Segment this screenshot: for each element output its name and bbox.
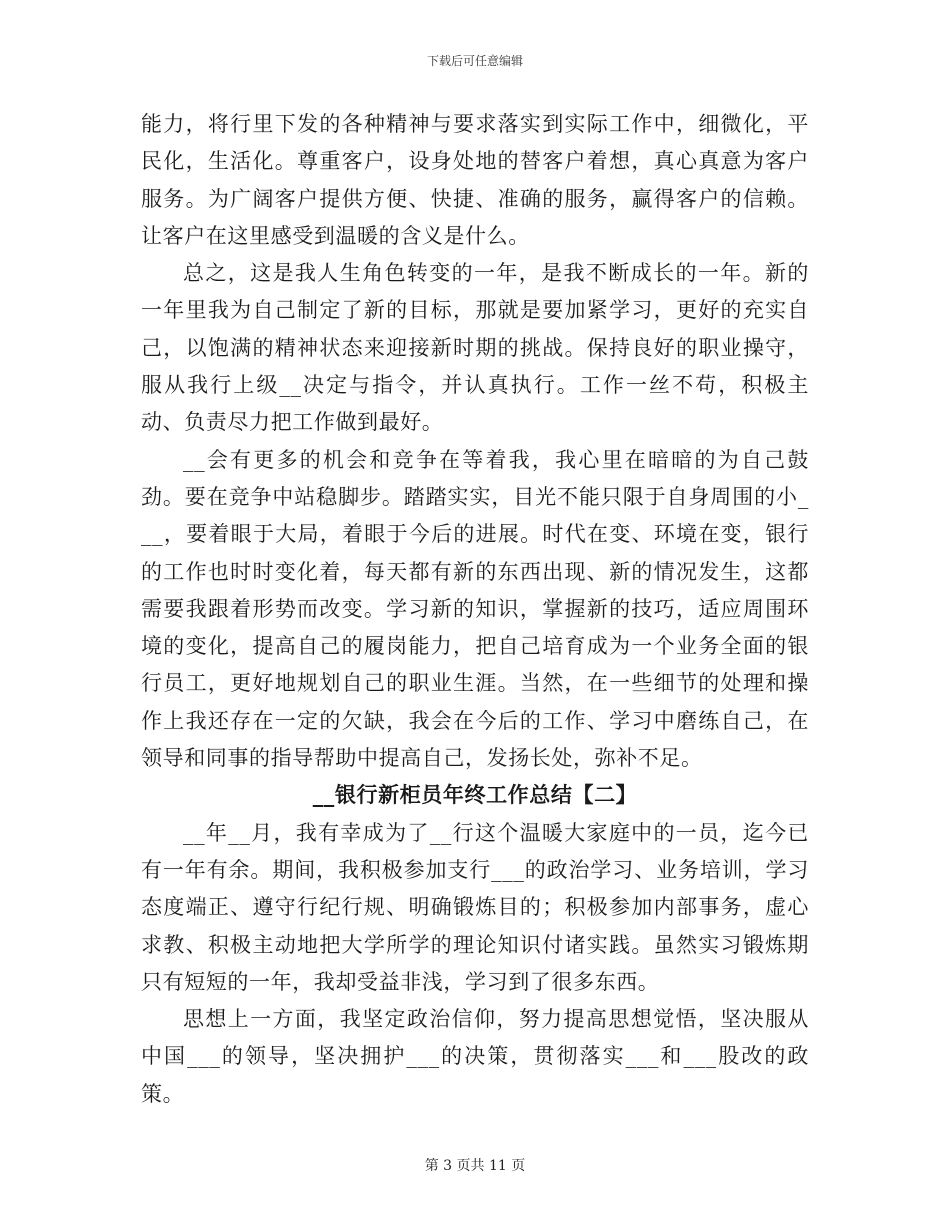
- document-body: [141, 106, 809, 1113]
- paragraph-2: 总之，这是我人生角色转变的一年，是我不断成长的一年。新的一年里我为自己制定了新的目标，那就是要加紧学习，更好的充实自己，以饱满的精神状态来迎接新时期的挑战。保持良好的职业操守，服从我行上级__决定与指令，并认真执行。工作一丝不苟，积极主动、负责尽力把工作做到最好。: [141, 261, 809, 435]
- section-title: __银行新柜员年终工作总结【二】: [312, 783, 638, 808]
- paragraph-3: __会有更多的机会和竞争在等着我，我心里在暗暗的为自己鼓劲。要在竞争中站稳脚步。踏踏实实，目光不能只限于自身周围的小___，要着眼于大局，着眼于今后的进展。时代在变、环境在变，银行的工作也时时变化着，每天都有新的东西出现、新的情况发生，这都需要我跟着形势而改变。学习新的知识，掌握新的技巧，适应周围环境的变化，提高自己的履岗能力，把自己培育成为一个业务全面的银行员工，更好地规划自己的职业生涯。当然，在一些细节的处理和操作上我还存在一定的欠缺，我会在今后的工作、学习中磨练自己，在领导和同事的指导帮助中提高自己，发扬长处，弥补不足。: [141, 447, 809, 771]
- page-footer: 第 3 页共 11 页: [424, 1158, 526, 1174]
- page-header: 下载后可任意编辑: [426, 54, 523, 68]
- paragraph-1: 能力，将行里下发的各种精神与要求落实到实际工作中，细微化，平民化，生活化。尊重客户，设身处地的替客户着想，真心真意为客户服务。为广阔客户提供方便、快捷、准确的服务，赢得客户的信赖。让客户在这里感受到温暖的含义是什么。: [141, 112, 809, 248]
- paragraph-4: __年__月，我有幸成为了__行这个温暖大家庭中的一员，迄今已有一年有余。期间，我积极参加支行___的政治学习、业务培训，学习态度端正、遵守行纪行规、明确锻炼目的；积极参加内部事务，虚心求教、积极主动地把大学所学的理论知识付诸实践。虽然实习锻炼期只有短短的一年，我却受益非浅，学习到了很多东西。: [141, 820, 809, 994]
- paragraph-5: 思想上一方面，我坚定政治信仰，努力提高思想觉悟，坚决服从中国___的领导，坚决拥护___的决策，贯彻落实___和___股改的政策。: [141, 1007, 809, 1106]
